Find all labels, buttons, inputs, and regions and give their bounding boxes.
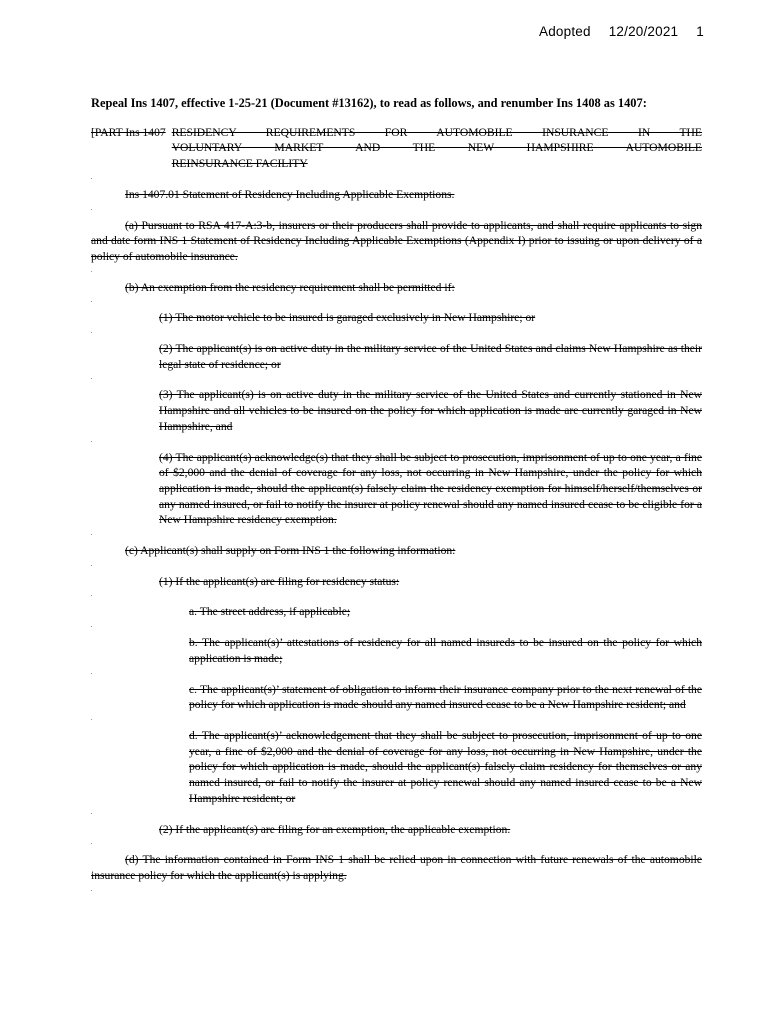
section-heading: Ins 1407.01 Statement of Residency Including Applicable Exemptions. — [125, 187, 455, 201]
paragraph-c2: (2) If the applicant(s) are filing for an exemption, the applicable exemption. — [159, 822, 511, 836]
part-label: [PART Ins 1407 — [91, 125, 166, 139]
paragraph-b3: (3) The applicant(s) is on active duty in the military service of the United States and currently stationed in New Hampshire and all vehicles to be insured on the policy for which application is made are currently garaged in New Hampshire, and — [159, 388, 702, 433]
paragraph-c1c: c. The applicant(s)’ statement of obligation to inform their insurance company prior to the next renewal of the policy for which application is made should any named insured cease to be a New Hampshire resident; and — [189, 682, 702, 712]
paragraph-d: (d) The information contained in Form INS 1 shall be relied upon in connection with future renewals of the automobile insurance policy for which the applicant(s) is applying. — [91, 853, 702, 882]
adoption-date: 12/20/2021 — [608, 24, 679, 39]
paragraph-b1: (1) The motor vehicle to be insured is garaged exclusively in New Hampshire; or — [159, 311, 536, 325]
document-title: Repeal Ins 1407, effective 1-25-21 (Document #13162), to read as follows, and renumber Ins 1408 as 1407: — [91, 96, 647, 110]
paragraph-c1d: d. The applicant(s)’ acknowledgement that they shall be subject to prosecution, imprisonment of up to one year, a fine of $2,000 and the denial of coverage for any loss, not occurring in New Hampshire, under the policy for which application is made, should the applicant(s) falsely claim residency for themselves or any named insured, or fail to notify the insurer at policy renewal should any named insured cease to be a New Hampshire resident; or — [189, 728, 702, 805]
part-heading — [91, 125, 702, 172]
part-title-line3: REINSURANCE FACILITY — [171, 157, 308, 171]
paragraph-b2: (2) The applicant(s) is on active duty in the military service of the United States and claims New Hampshire as their legal state of residence; or — [159, 342, 702, 371]
document-body — [91, 96, 702, 899]
paragraph-c1: (1) If the applicant(s) are filing for residency status: — [159, 574, 400, 588]
paragraph-b4: (4) The applicant(s) acknowledge(s) that they shall be subject to prosecution, imprisonment of up to one year, a fine of $2,000 and the denial of coverage for any loss, not occurring in New Hampshire, under the policy for which application is made, should the applicant(s) falsely claim the residency exemption for himself/herself/themselves or any named insured, or fail to notify the insurer at policy renewal should any named insured cease to be eligible for a New Hampshire residency exemption. — [159, 450, 702, 527]
paragraph-c1a: a. The street address, if applicable; — [189, 605, 351, 619]
paragraph-c: (c) Applicant(s) shall supply on Form INS 1 the following information: — [125, 544, 456, 558]
adoption-status: Adopted — [539, 24, 591, 39]
paragraph-a: (a) Pursuant to RSA 417-A:3-b, insurers or their producers shall provide to applicants, and shall require applicants to sign and date form INS 1 Statement of Residency Including Applicable Exemptions (Appendix I) prior to issuing or upon delivery of a policy of automobile insurance. — [91, 218, 702, 263]
page-header — [539, 24, 704, 39]
paragraph-b: (b) An exemption from the residency requirement shall be permitted if: — [125, 280, 455, 294]
part-title-line2: VOLUNTARY MARKET AND THE NEW HAMPSHIRE AUTOMOBILE — [171, 141, 702, 155]
part-title-line1: RESIDENCY REQUIREMENTS FOR AUTOMOBILE INSURANCE IN THE — [171, 125, 702, 139]
part-title — [166, 125, 702, 172]
paragraph-c1b: b. The applicant(s)’ attestations of residency for all named insureds to be insured on the policy for which application is made; — [189, 636, 702, 665]
page-number: 1 — [696, 24, 704, 39]
